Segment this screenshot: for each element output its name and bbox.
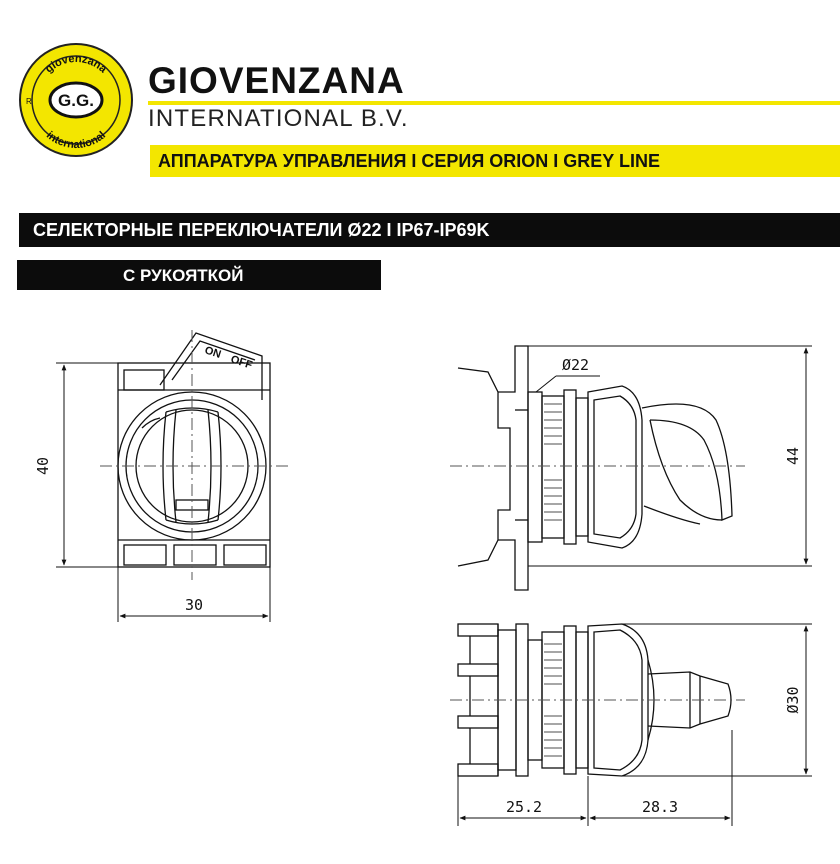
logo-text-top: giovenzana: [43, 52, 109, 76]
side-view: [458, 346, 732, 590]
dim-height-44: [528, 346, 812, 566]
category-title: АППАРАТУРА УПРАВЛЕНИЯ I СЕРИЯ ORION I GREY LINE: [158, 151, 660, 171]
brand-name: GIOVENZANA: [148, 60, 405, 101]
dim-diameter-22-label: Ø22: [562, 356, 590, 374]
logo-text-bottom: international: [43, 129, 109, 152]
dim-height-40: [56, 363, 118, 567]
dim-width-30-label: 30: [184, 596, 204, 614]
logo-mark: R: [26, 97, 32, 106]
dim-head-28-3-label: 28.3: [641, 798, 679, 816]
side-thread-lines: [544, 404, 562, 520]
dim-lengths: [458, 730, 732, 826]
logo-text-center: G.G.: [58, 91, 94, 110]
variant-title: С РУКОЯТКОЙ: [123, 266, 244, 285]
dim-height-40-label: 40: [34, 456, 52, 476]
brand-subtitle: INTERNATIONAL B.V.: [148, 105, 409, 132]
label-on: ON: [203, 344, 223, 361]
product-title: СЕЛЕКТОРНЫЕ ПЕРЕКЛЮЧАТЕЛИ Ø22 I IP67-IP69K: [33, 220, 490, 240]
dim-height-44-label: 44: [784, 446, 802, 466]
dim-body-25-2-label: 25.2: [505, 798, 543, 816]
label-off: OFF: [229, 353, 254, 372]
dim-diameter-30-label: Ø30: [784, 686, 802, 714]
